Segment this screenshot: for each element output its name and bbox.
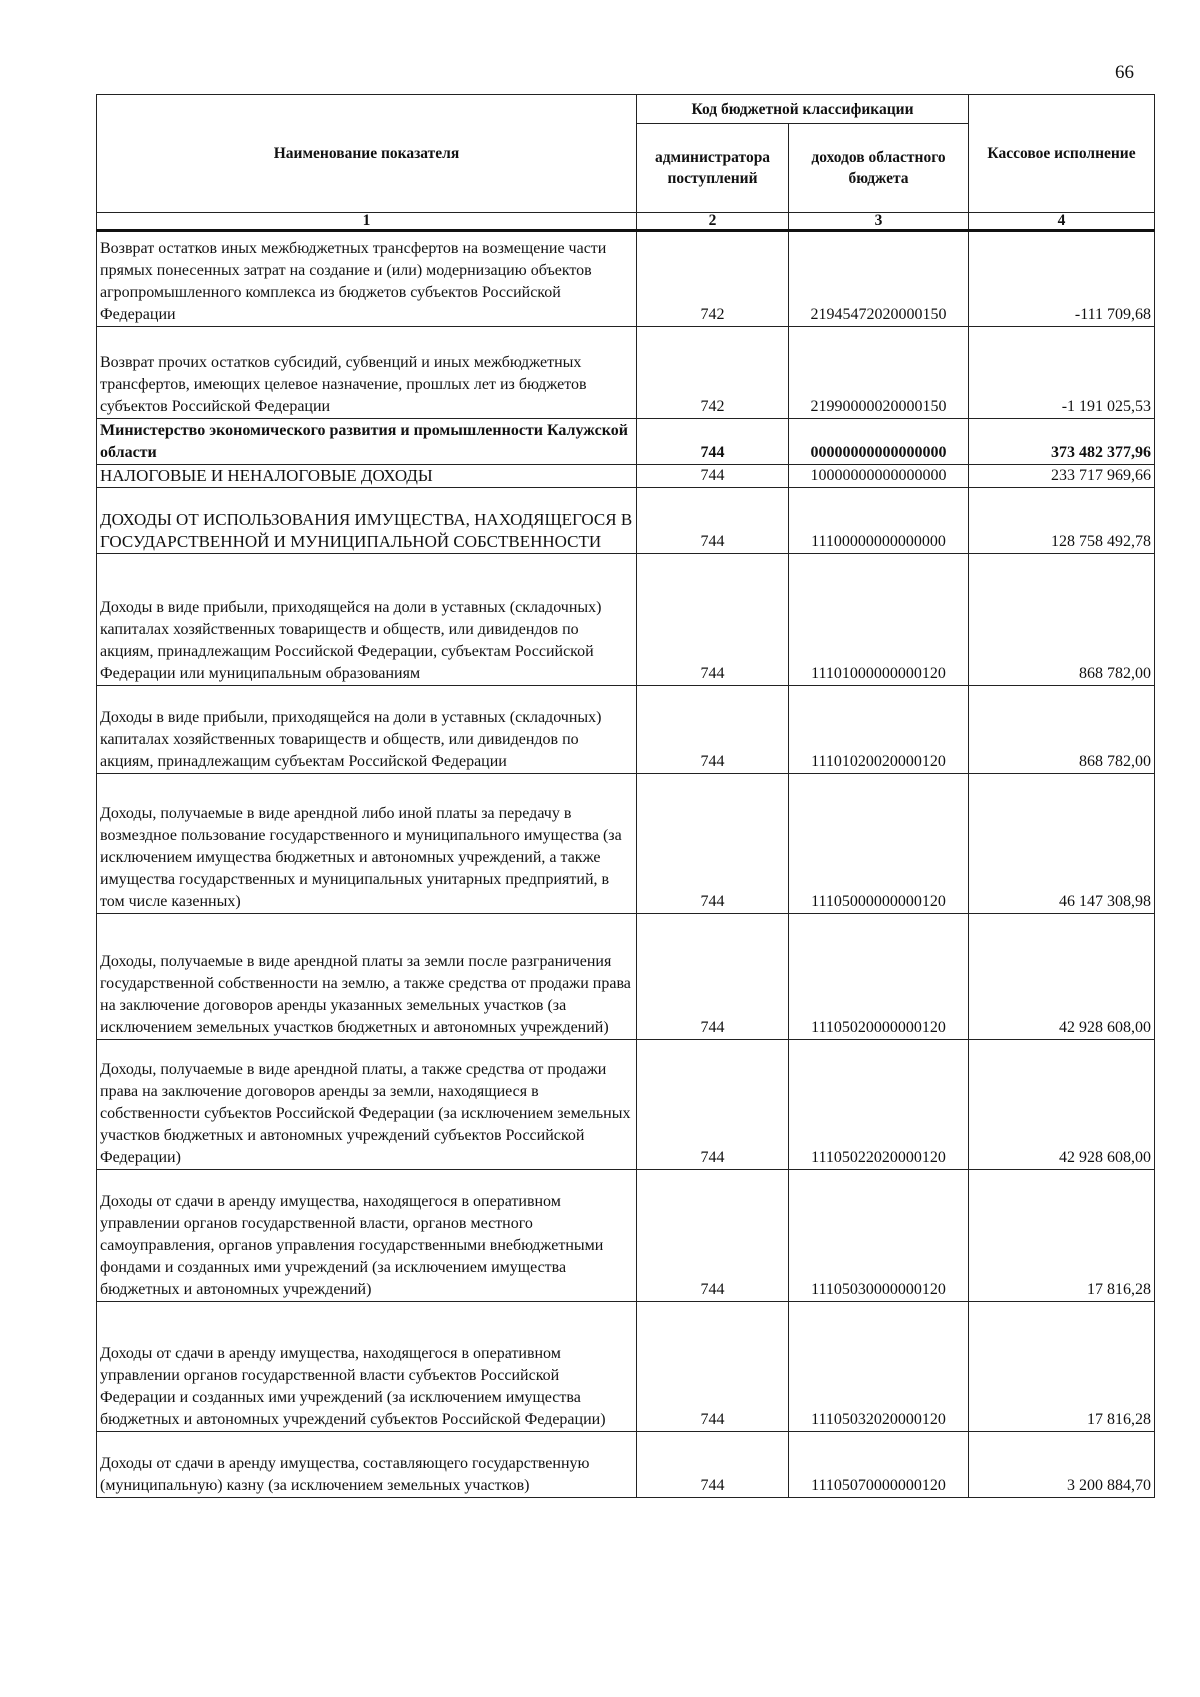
row-admin-code: 742 [637,231,789,327]
row-amount: 17 816,28 [969,1302,1155,1432]
row-name: Доходы, получаемые в виде арендной платы за земли после разграничения государственной собственности на землю, а также средства от продажи права на заключение договоров аренды указанных земельных участков (за исключением земельных участков бюджетных и автономных учреждений) [97,914,637,1040]
row-admin-code: 744 [637,554,789,686]
row-admin-code: 744 [637,1040,789,1170]
header-admin: администратора поступлений [637,124,789,213]
row-budget-code: 11105030000000120 [789,1170,969,1302]
row-name: Возврат остатков иных межбюджетных трансфертов на возмещение части прямых понесенных затрат на создание и (или) модернизацию объектов агропромышленного комплекса из бюджетов субъектов Российской Федерации [97,231,637,327]
row-admin-code: 742 [637,327,789,419]
table-row [97,1040,1155,1170]
row-admin-code: 744 [637,914,789,1040]
row-admin-code: 744 [637,488,789,554]
header-col-number: 3 [789,213,969,231]
row-name: Возврат прочих остатков субсидий, субвенций и иных межбюджетных трансфертов, имеющих целевое назначение, прошлых лет из бюджетов субъектов Российской Федерации [97,327,637,419]
row-admin-code: 744 [637,419,789,465]
row-name: НАЛОГОВЫЕ И НЕНАЛОГОВЫЕ ДОХОДЫ [97,465,637,488]
row-budget-code: 21945472020000150 [789,231,969,327]
row-budget-code: 11105020000000120 [789,914,969,1040]
table-row [97,774,1155,914]
table-row [97,488,1155,554]
row-amount: 42 928 608,00 [969,914,1155,1040]
row-admin-code: 744 [637,686,789,774]
table-row [97,914,1155,1040]
table-row [97,465,1155,488]
row-name: Министерство экономического развития и промышленности Калужской области [97,419,637,465]
header-col-number: 4 [969,213,1155,231]
row-budget-code: 11100000000000000 [789,488,969,554]
table-row [97,686,1155,774]
row-name: Доходы от сдачи в аренду имущества, находящегося в оперативном управлении органов государственной власти, органов местного самоуправления, органов управления государственными внебюджетными фондами и созданных ими учреждений (за исключением имущества бюджетных и автономных учреждений) [97,1170,637,1302]
row-name: ДОХОДЫ ОТ ИСПОЛЬЗОВАНИЯ ИМУЩЕСТВА, НАХОДЯЩЕГОСЯ В ГОСУДАРСТВЕННОЙ И МУНИЦИПАЛЬНОЙ СОБСТВЕННОСТИ [97,488,637,554]
row-amount: 128 758 492,78 [969,488,1155,554]
row-amount: 868 782,00 [969,686,1155,774]
row-name: Доходы в виде прибыли, приходящейся на доли в уставных (складочных) капиталах хозяйственных товариществ и обществ, или дивидендов по акциям, принадлежащим субъектам Российской Федерации [97,686,637,774]
table-row [97,1302,1155,1432]
row-amount: -111 709,68 [969,231,1155,327]
row-name: Доходы, получаемые в виде арендной платы, а также средства от продажи права на заключение договоров аренды за земли, находящиеся в собственности субъектов Российской Федерации (за исключением земельных участков бюджетных и автономных учреждений субъектов Российской Федерации) [97,1040,637,1170]
row-budget-code: 11105022020000120 [789,1040,969,1170]
row-admin-code: 744 [637,1432,789,1498]
row-budget-code: 11105032020000120 [789,1302,969,1432]
header-col-number: 1 [97,213,637,231]
table-row [97,327,1155,419]
table-row [97,231,1155,327]
page-number: 66 [1115,62,1134,83]
row-amount: 233 717 969,66 [969,465,1155,488]
row-budget-code: 11105000000000120 [789,774,969,914]
row-amount: 3 200 884,70 [969,1432,1155,1498]
table-row [97,419,1155,465]
row-amount: -1 191 025,53 [969,327,1155,419]
table-row [97,554,1155,686]
row-budget-code: 10000000000000000 [789,465,969,488]
header-col-number: 2 [637,213,789,231]
row-admin-code: 744 [637,774,789,914]
row-amount: 373 482 377,96 [969,419,1155,465]
row-budget-code: 21990000020000150 [789,327,969,419]
row-admin-code: 744 [637,1170,789,1302]
row-admin-code: 744 [637,465,789,488]
row-amount: 46 147 308,98 [969,774,1155,914]
row-amount: 868 782,00 [969,554,1155,686]
budget-table [96,94,1155,1498]
row-name: Доходы от сдачи в аренду имущества, составляющего государственную (муниципальную) казну (за исключением земельных участков) [97,1432,637,1498]
row-budget-code: 11101000000000120 [789,554,969,686]
row-budget-code: 11101020020000120 [789,686,969,774]
row-name: Доходы, получаемые в виде арендной либо иной платы за передачу в возмездное пользование государственного и муниципального имущества (за исключением имущества бюджетных и автономных учреждений, а также имущества государственных и муниципальных унитарных предприятий, в том числе казенных) [97,774,637,914]
header-income: доходов областного бюджета [789,124,969,213]
header-budget-classification: Код бюджетной классификации [637,95,969,124]
header-name: Наименование показателя [97,95,637,213]
row-budget-code: 00000000000000000 [789,419,969,465]
table-body [97,231,1155,1498]
row-budget-code: 11105070000000120 [789,1432,969,1498]
row-amount: 42 928 608,00 [969,1040,1155,1170]
row-name: Доходы в виде прибыли, приходящейся на доли в уставных (складочных) капиталах хозяйственных товариществ и обществ, или дивидендов по акциям, принадлежащим Российской Федерации, субъектам Российской Федерации или муниципальным образованиям [97,554,637,686]
header-execution: Кассовое исполнение [969,95,1155,213]
table-row [97,1432,1155,1498]
row-admin-code: 744 [637,1302,789,1432]
table-row [97,1170,1155,1302]
row-name: Доходы от сдачи в аренду имущества, находящегося в оперативном управлении органов государственной власти субъектов Российской Федерации и созданных ими учреждений (за исключением имущества бюджетных и автономных учреждений субъектов Российской Федерации) [97,1302,637,1432]
row-amount: 17 816,28 [969,1170,1155,1302]
